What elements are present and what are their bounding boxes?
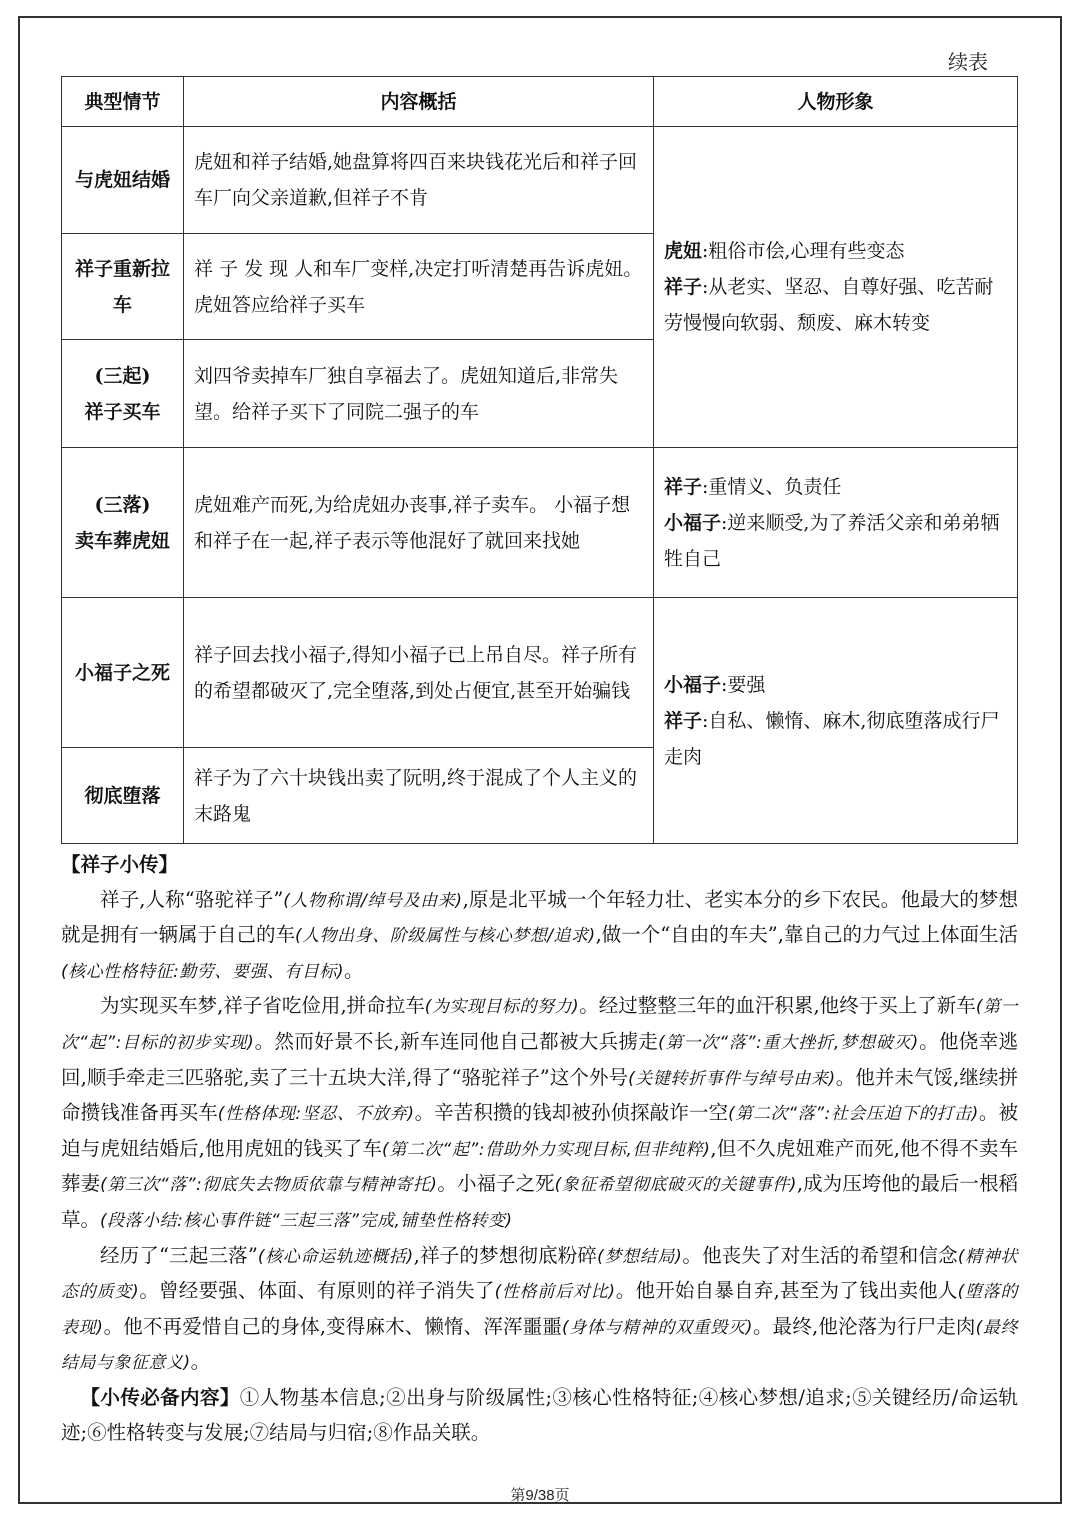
bio-annotation: (第一次“起”:目标的初步实现) [61,997,1018,1053]
table-header-row [62,77,1018,127]
essentials-text: ①人物基本信息;②出身与阶级属性;③核心性格特征;④核心梦想/追求;⑤关键经历/命运轨迹;⑥性格转变与发展;⑦结局与归宿;⑧作品关联。 [61,1385,1018,1444]
essentials-tag: 【小传必备内容】 [80,1385,240,1409]
bio-annotation: (关键转折事件与绰号由来) [628,1068,836,1089]
bio-annotation: (身体与精神的双重毁灭) [561,1317,753,1338]
plot-cell [62,448,184,598]
bio-text: 。他并未气馁,继续拼命攒钱准备再买车 [61,1065,1019,1125]
bio-text: 。他不再爱惜自己的身体,变得麻木、懒惰、浑浑噩噩 [103,1314,562,1338]
character-line [664,667,1007,703]
content-cell: 虎妞难产而死,为给虎妞办丧事,祥子卖车。 小福子想和祥子在一起,祥子表示等他混好了就回来找她 [184,448,654,598]
header-plot: 典型情节 [62,77,184,127]
bio-text: 。被迫与虎妞结婚后,他用虎妞的钱买了车 [61,1101,1018,1160]
content-cell: 祥 子 发 现 人和车厂变样,决定打听清楚再告诉虎妞。虎妞答应给祥子买车 [184,234,654,340]
header-character: 人物形象 [654,77,1018,127]
bio-annotation: (第二次“起”:借助外力实现目标,但非纯粹) [382,1139,711,1160]
bio-annotation: (象征希望彻底破灭的关键事件) [554,1175,797,1196]
bio-text: 。 [344,958,364,982]
character-line [664,469,1007,505]
plot-cell [62,340,184,448]
bio-essentials [61,1381,1018,1450]
page-number: 第9/38页 [510,1487,570,1504]
bio-annotation: (性格前后对比) [494,1282,616,1303]
character-line [664,703,1007,775]
content-cell: 祥子回去找小福子,得知小福子已上吊自尽。祥子所有的希望都破灭了,完全堕落,到处占便宜,甚至开始骗钱 [184,598,654,748]
bio-annotation: (梦想结局) [597,1246,683,1267]
content-cell: 祥子为了六十块钱出卖了阮明,终于混成了个人主义的末路鬼 [184,748,654,844]
bio-annotation: (核心性格特征:勤劳、要强、有目标) [61,961,344,982]
bio-annotation: (人物称谓/绰号及由来) [283,890,463,911]
bio-text: 。经过整整三年的血汗积累,他终于买上了新车 [579,994,976,1018]
bio-text: ,做一个“自由的车夫”,靠自己的力气过上体面生活 [595,923,1018,947]
bio-annotation: (精神状态的质变) [61,1246,1018,1303]
plot-cell: 祥子重新拉车 [62,234,184,340]
character-cell [654,598,1018,844]
bio-text: 。然而好景不长,新车连同他自己都被大兵掳走 [254,1029,659,1053]
bio-text: 。辛苦积攒的钱却被孙侦探敲诈一空 [414,1101,729,1125]
plot-cell: 与虎妞结婚 [62,127,184,234]
bio-annotation: (最终结局与象征意义) [61,1317,1018,1374]
bio-annotation: (段落小结:核心事件链“三起三落”完成,铺垫性格转变) [100,1210,513,1231]
bio-annotation: (堕落的表现) [61,1282,1018,1338]
bio-text: 。最终,他沦落为行尸走肉 [752,1314,976,1338]
character-name: 虎妞 [664,240,703,262]
plot-line: (三起) [94,364,151,387]
character-name: 小福子 [664,673,722,696]
bio-text: 为实现买车梦,祥子省吃俭用,拼命拉车 [100,994,425,1018]
bio-text: ,原是北平城一个年轻力壮、老实本分的乡下农民。他最大的梦想就是拥有一辆属于自己的车 [61,887,1018,947]
character-desc: :粗俗市侩,心理有些变态 [702,240,905,262]
plot-line: (三落) [94,493,151,516]
character-name: 祥子 [664,475,703,498]
bio-annotation: (第二次“落”:社会压迫下的打击) [728,1104,979,1125]
plot-line: 祥子买车 [84,400,161,423]
bio-paragraph [61,1239,1018,1381]
plot-line: 卖车葬虎妞 [74,529,170,552]
character-desc: :逆来顺受,为了养活父亲和弟弟牺牲自己 [664,511,1000,570]
bio-heading: 【祥子小传】 [61,853,179,876]
bio-text: 。 [190,1350,211,1374]
character-desc: :从老实、坚忍、自尊好强、吃苦耐劳慢慢向软弱、颓废、麻木转变 [664,276,994,334]
bio-annotation: (第一次“落”:重大挫折,梦想破灭) [658,1032,919,1053]
continued-label: 续表 [948,50,988,74]
table-row [62,448,1018,598]
bio-paragraph [61,883,1018,990]
bio-annotation: (人物出身、阶级属性与核心梦想/追求) [295,926,596,947]
bio-text: 。他丧失了对生活的希望和信念 [682,1243,958,1267]
bio-text: 。曾经要强、体面、有原则的祥子消失了 [139,1279,495,1303]
header-content: 内容概括 [184,77,654,127]
bio-text: ,但不久虎妞难产而死,他不得不卖车葬妻 [61,1136,1018,1196]
character-cell [654,127,1018,448]
bio-annotation: (第三次“落”:彻底失去物质依靠与精神寄托) [100,1175,438,1196]
content-cell: 刘四爷卖掉车厂独自享福去了。虎妞知道后,非常失望。给祥子买下了同院二强子的车 [184,340,654,448]
bio-text: 。他侥幸逃回,顺手牵走三匹骆驼,卖了三十五块大洋,得了“骆驼祥子”这个外号 [61,1029,1018,1089]
character-line [664,233,1007,269]
bio-annotation: (为实现目标的努力) [424,997,580,1018]
character-desc: :自私、懒惰、麻木,彻底堕落成行尸走肉 [664,709,1000,768]
plot-table [61,76,1018,844]
character-desc: :重情义、负责任 [702,475,842,498]
character-name: 祥子 [664,709,703,732]
character-name: 小福子 [664,511,722,534]
bio-text: ,成为压垮他的最后一根稻草。 [61,1172,1018,1231]
character-line [664,505,1007,577]
table-row [62,127,1018,234]
bio-text: ,祥子的梦想彻底粉碎 [413,1243,598,1267]
character-line [664,269,1007,341]
bio-text: 。小福子之死 [437,1172,555,1196]
character-name: 祥子 [664,276,703,298]
bio-annotation: (性格体现:坚忍、不放弃) [217,1104,415,1125]
plot-cell: 小福子之死 [62,598,184,748]
bio-text: 祥子,人称“骆驼祥子” [100,887,284,911]
bio-paragraph [61,989,1018,1238]
character-desc: :要强 [721,673,766,696]
bio-text: 经历了“三起三落” [100,1243,258,1267]
table-row [62,598,1018,748]
bio-section [61,848,1018,1450]
content-cell: 虎妞和祥子结婚,她盘算将四百来块钱花光后和祥子回车厂向父亲道歉,但祥子不肯 [184,127,654,234]
bio-text: 。他开始自暴自弃,甚至为了钱出卖他人 [615,1279,958,1303]
character-cell [654,448,1018,598]
bio-annotation: (核心命运轨迹概括) [257,1246,414,1267]
plot-cell: 彻底堕落 [62,748,184,844]
